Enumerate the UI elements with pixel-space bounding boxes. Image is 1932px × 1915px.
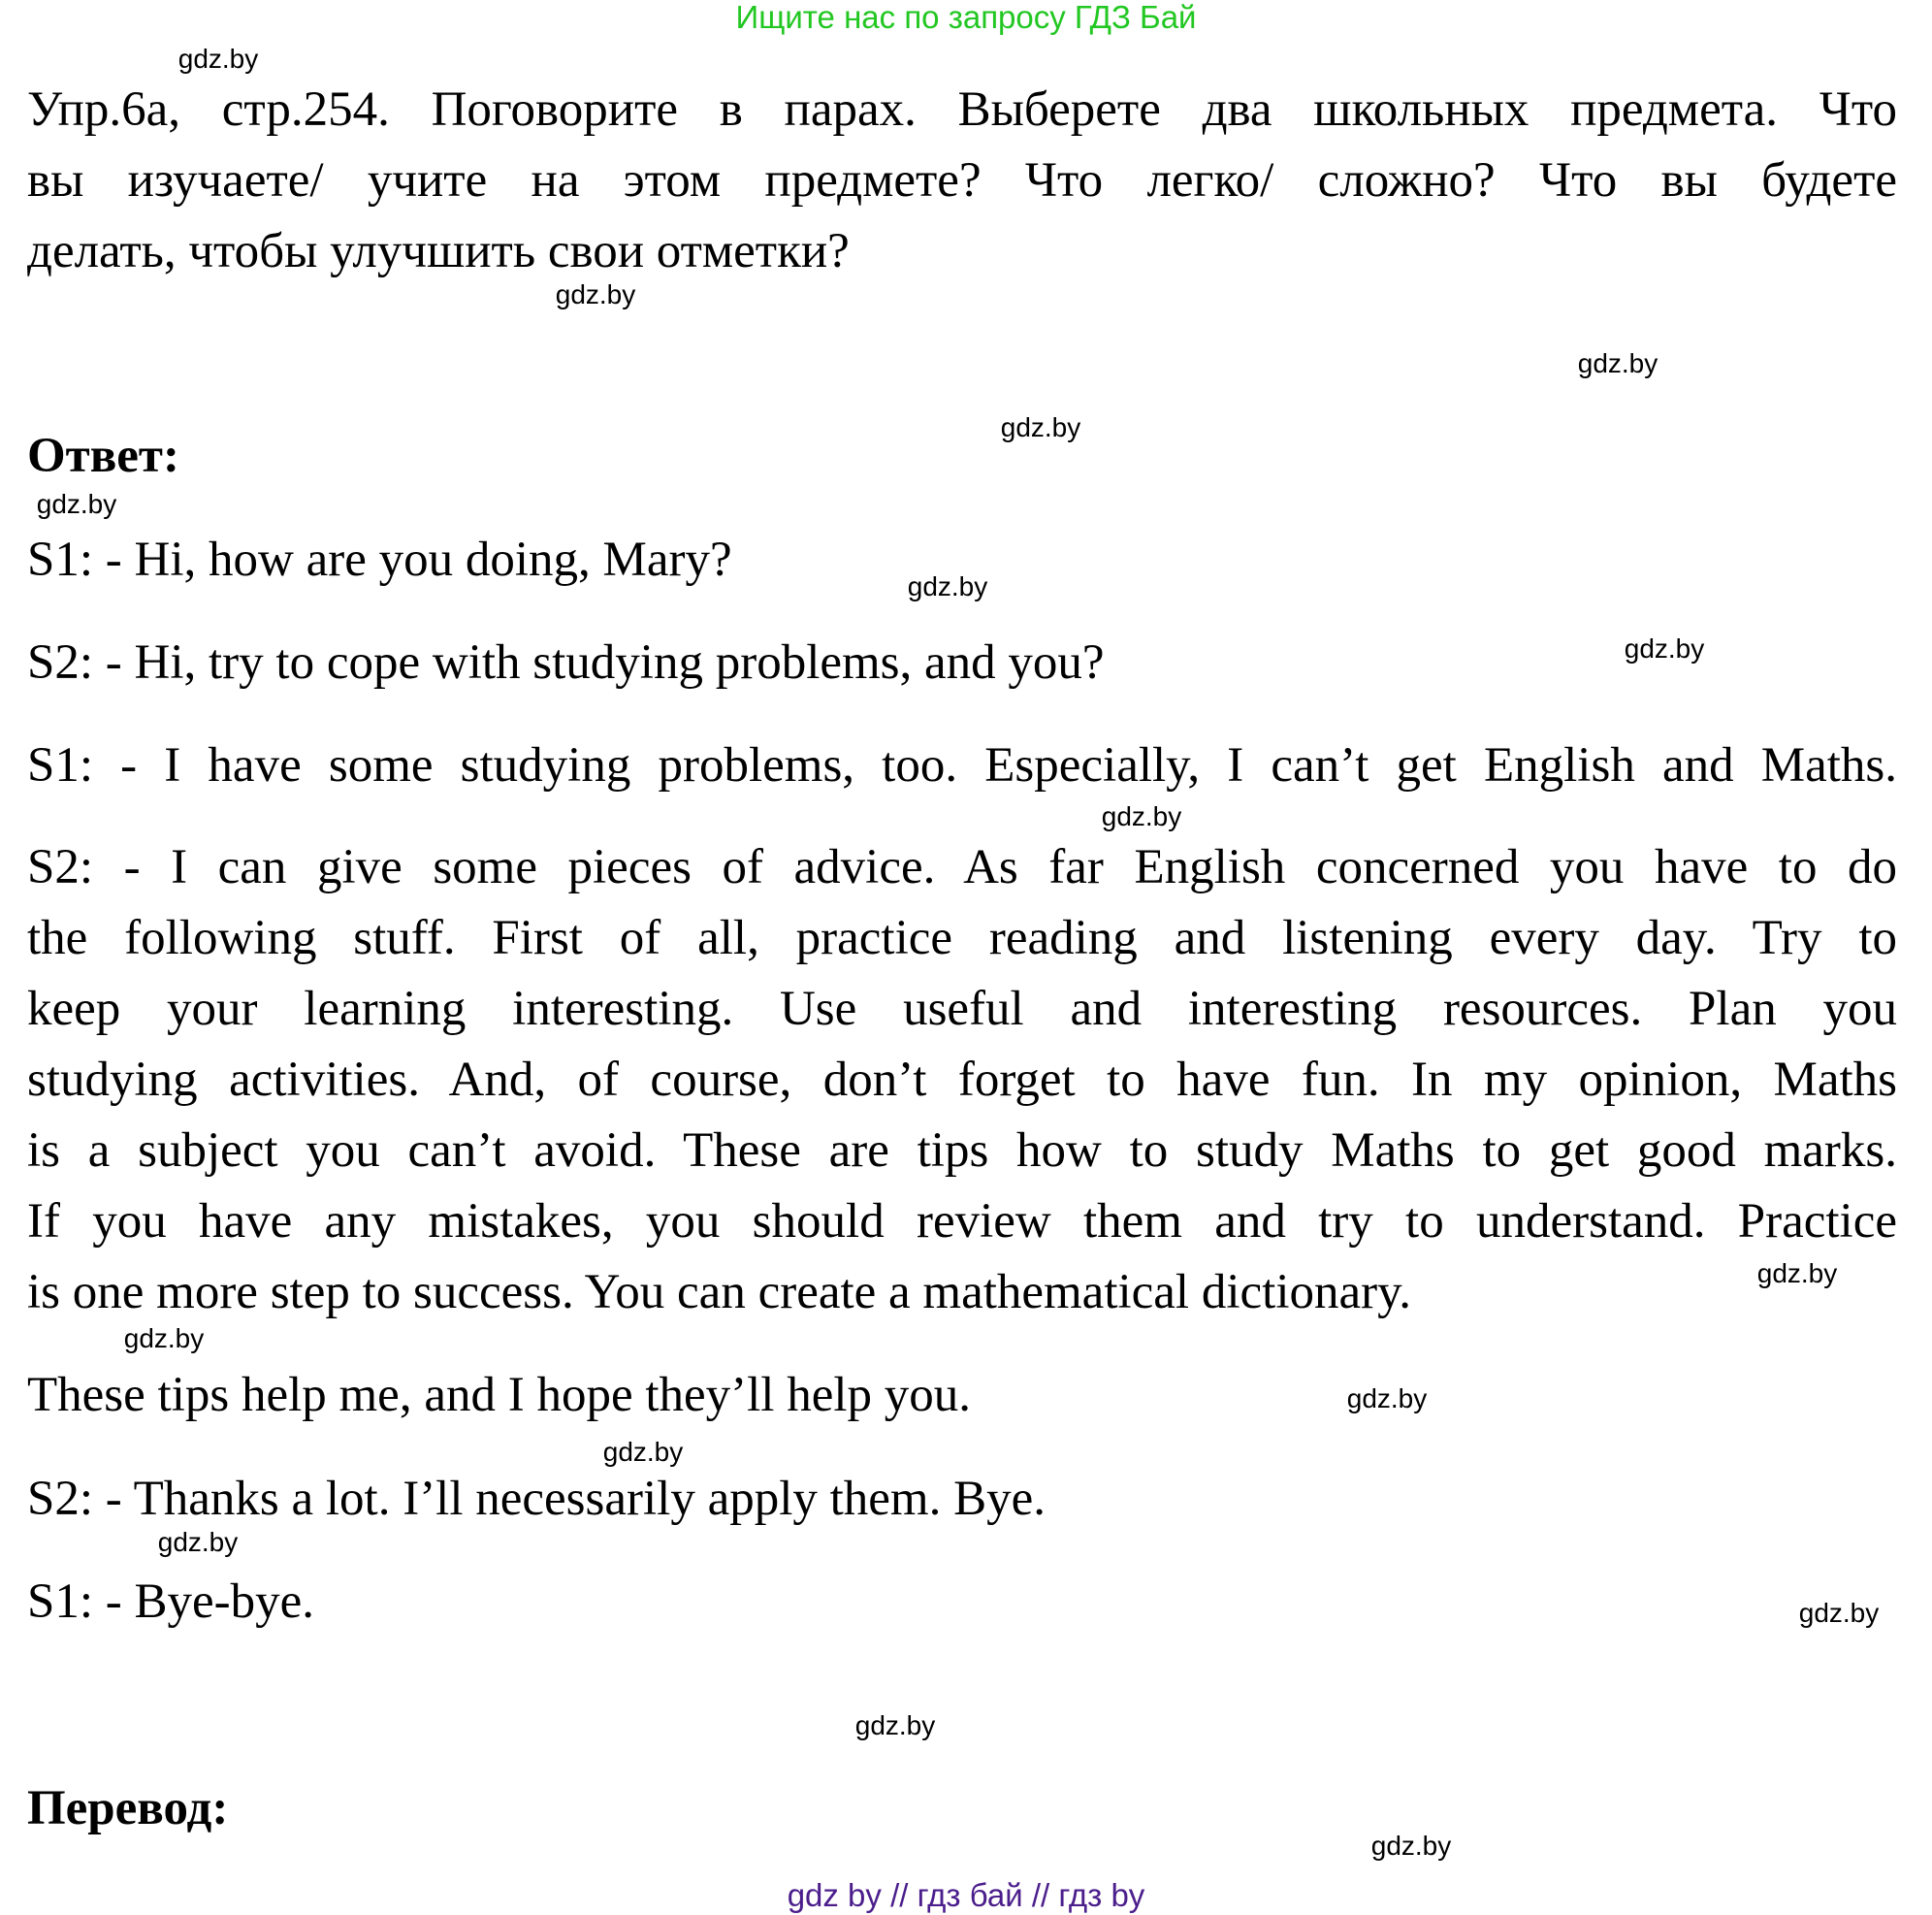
footer-links [0,1876,1932,1915]
footer-link-gdz-bai[interactable]: гдз бай [917,1877,1023,1913]
advice-paragraph [27,832,1897,1328]
advice-line: is a subject you can’t avoid. These are tips how to study Maths to get good marks. [27,1123,1897,1178]
question-line: делать, чтобы улучшить свои отметки? [27,224,850,278]
dialogue-text: S1: - Bye-bye. [27,1574,315,1629]
translation-heading: Перевод: [27,1781,229,1835]
watermark: gdz.by [907,571,988,601]
watermark: gdz.by [1101,801,1182,831]
advice-line: keep your learning interesting. Use useful and interesting resources. Plan you [27,982,1897,1036]
dialogue-text: S2: - Thanks a lot. I’ll necessarily apply them. Bye. [27,1472,1046,1526]
watermark: gdz.by [854,1710,936,1740]
dialogue-line [27,628,1897,698]
watermark: gdz.by [36,489,117,519]
watermark: gdz.by [1756,1258,1838,1288]
watermark: gdz.by [157,1527,239,1557]
question-line: Упр.6а, стр.254. Поговорите в парах. Выберете два школьных предмета. Что [27,82,1897,137]
dialogue-text: S1: - I have some studying problems, too. Especially, I can’t get English and Maths. [27,738,1897,793]
advice-line: studying activities. And, of course, don’t forget to have fun. In my opinion, Maths [27,1053,1897,1107]
watermark: gdz.by [1624,633,1705,664]
advice-line: If you have any mistakes, you should review them and try to understand. Practice [27,1194,1897,1249]
exercise-question [27,75,1897,287]
watermark: gdz.by [602,1437,684,1467]
watermark: gdz.by [177,44,259,74]
watermark: gdz.by [555,279,636,309]
answer-heading: Ответ: [27,429,179,483]
dialogue-line [27,730,1897,801]
watermark: gdz.by [123,1323,205,1353]
footer-link-gdz-by[interactable]: gdz by [787,1877,882,1913]
dialogue-line [27,1567,1897,1638]
footer-separator: // [1031,1877,1050,1913]
dialogue-text: S1: - Hi, how are you doing, Mary? [27,533,732,587]
dialogue-line [27,1464,1897,1535]
watermark: gdz.by [1346,1383,1428,1413]
dialogue-text: S2: - Hi, try to cope with studying problems, and you? [27,635,1105,690]
question-line: вы изучаете/ учите на этом предмете? Что легко/ сложно? Что вы будете [27,153,1897,208]
watermark: gdz.by [1000,412,1081,442]
footer-separator: // [890,1877,909,1913]
search-hint-banner: Ищите нас по запросу ГДЗ Бай [735,0,1197,35]
advice-line: is one more step to success. You can create a mathematical dictionary. [27,1265,1412,1319]
watermark: gdz.by [1370,1831,1452,1861]
dialogue-text: These tips help me, and I hope they’ll help you. [27,1368,972,1422]
dialogue-line [27,1360,1897,1431]
watermark: gdz.by [1577,348,1658,378]
watermark: gdz.by [1798,1598,1880,1628]
footer-link-gdz-by-cyr[interactable]: гдз by [1058,1877,1145,1913]
advice-line: S2: - I can give some pieces of advice. As far English concerned you have to do [27,840,1897,894]
advice-line: the following stuff. First of all, practice reading and listening every day. Try to [27,911,1897,965]
